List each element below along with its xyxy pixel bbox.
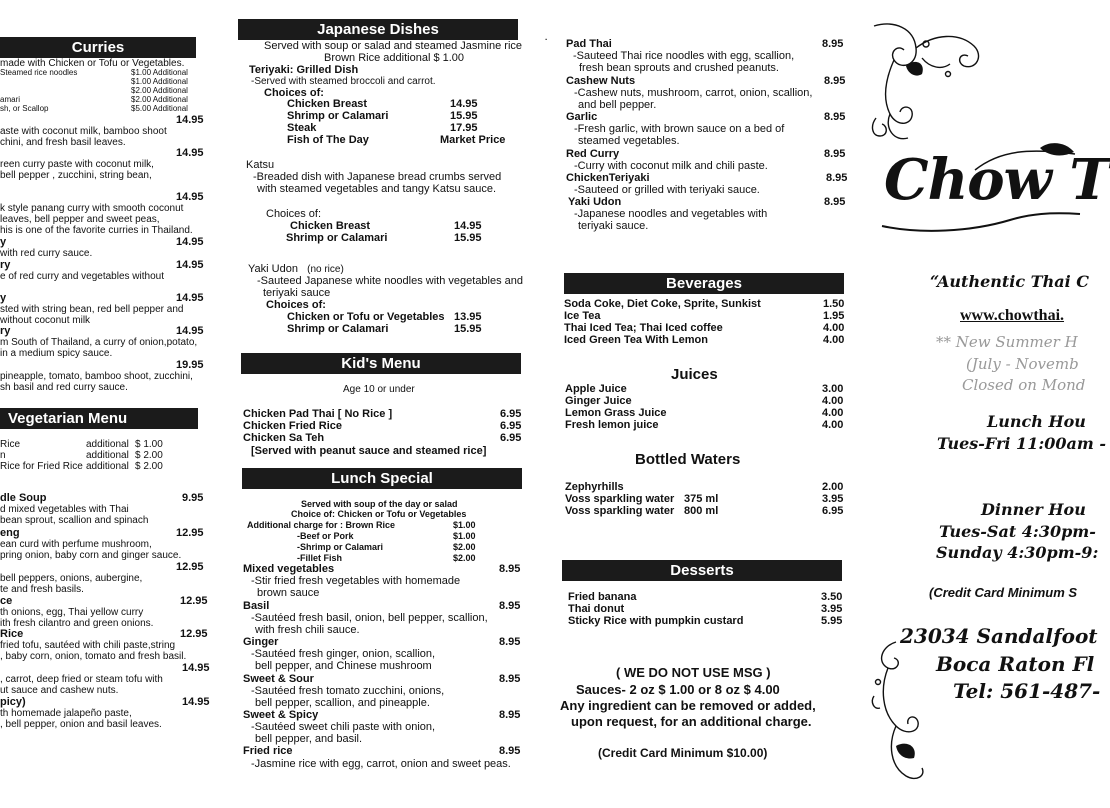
choice-price: 15.95 <box>450 110 478 122</box>
menu-item-price: 14.95 <box>176 292 204 304</box>
drink-name: Voss sparkling water <box>565 505 675 517</box>
drink-name: Iced Green Tea With Lemon <box>564 334 708 346</box>
drink-size: 800 ml <box>684 505 719 517</box>
charge-label: -Shrimp or Calamari <box>297 542 384 552</box>
menu-item-desc: ut sauce and cashew nuts. <box>0 685 119 696</box>
menu-item-price: 14.95 <box>176 114 204 126</box>
menu-item-price: 6.95 <box>500 420 522 432</box>
menu-item-desc: leaves, bell pepper and sweet peas, <box>0 214 160 225</box>
menu-item-price: 12.95 <box>176 527 204 539</box>
dinner-hours-title: Dinner Hou <box>981 500 1086 519</box>
menu-item-desc: -Fresh garlic, with brown sauce on a bed of <box>574 123 785 135</box>
menu-item-price: 14.95 <box>176 147 204 159</box>
drink-price: 6.95 <box>822 505 844 517</box>
japanese-intro: Served with soup or salad and steamed Jasmine rice <box>264 40 523 52</box>
menu-item-desc: -Sautéed fresh tomato zucchini, onions, <box>251 685 445 697</box>
menu-item-name: Yaki Udon <box>568 196 622 208</box>
charge-price: $2.00 <box>453 553 476 563</box>
menu-item-price: 14.95 <box>176 325 204 337</box>
menu-item-name: Chicken Sa Teh <box>243 432 325 444</box>
menu-item-desc: k style panang curry with smooth coconut <box>0 203 184 214</box>
menu-item-name: Sweet & Sour <box>243 673 314 685</box>
menu-item-name: Katsu <box>246 159 275 171</box>
menu-item-desc: bell pepper, scallion, and pineapple. <box>255 697 430 709</box>
drink-price: 1.50 <box>823 298 845 310</box>
menu-item-name: ry <box>0 325 11 337</box>
addon-label: n <box>0 450 6 461</box>
menu-item-name: Cashew Nuts <box>566 75 636 87</box>
menu-item-price: 12.95 <box>176 561 204 573</box>
kids-header <box>241 353 521 374</box>
menu-item-name: Ginger <box>243 636 279 648</box>
choice-label: Shrimp or Calamari <box>286 232 388 244</box>
menu-item-name: Sweet & Spicy <box>243 709 319 721</box>
menu-item-desc: without coconut milk <box>0 315 91 326</box>
curries-intro: made with Chicken or Tofu or Vegetables. <box>0 58 185 69</box>
desserts-header <box>562 560 842 581</box>
drink-size: 375 ml <box>684 493 719 505</box>
addon-price: $ 2.00 <box>135 461 163 472</box>
choice-label: Chicken Breast <box>290 220 371 232</box>
menu-item-desc: pring onion, baby corn and ginger sauce. <box>0 550 182 561</box>
menu-item-desc: fried tofu, sautéed with chili paste,string <box>0 640 176 651</box>
choice-label: Shrimp or Calamari <box>287 110 389 122</box>
menu-item-price: 8.95 <box>499 673 521 685</box>
menu-item-price: 6.95 <box>500 432 522 444</box>
menu-item-desc: fresh bean sprouts and crushed peanuts. <box>579 62 779 74</box>
credit-note: (Credit Card Minimum $10.00) <box>598 746 768 760</box>
drink-price: 4.00 <box>822 407 844 419</box>
menu-item-desc: teriyaki sauce. <box>578 220 649 232</box>
choice-label: Fish of The Day <box>287 134 369 146</box>
choice-price: 13.95 <box>454 311 482 323</box>
menu-item-name: Rice <box>0 628 24 640</box>
waters-title: Bottled Waters <box>635 451 741 468</box>
drink-name: Voss sparkling water <box>565 493 675 505</box>
menu-item-name: Basil <box>243 600 270 612</box>
menu-item-desc: chini, and fresh basil leaves. <box>0 137 126 148</box>
drink-price: 1.95 <box>823 310 845 322</box>
addon-price: $1.00 Additional <box>131 77 188 86</box>
menu-item-desc: -Japanese noodles and vegetables with <box>574 208 768 220</box>
menu-item-desc: th homemade jalapeño paste, <box>0 708 132 719</box>
dessert-name: Thai donut <box>568 603 625 615</box>
menu-item-desc: -Sautéed sweet chili paste with onion, <box>251 721 436 733</box>
menu-item-desc: m South of Thailand, a curry of onion,potato, <box>0 337 198 348</box>
curries-title: Curries <box>71 39 125 56</box>
menu-item-desc: bell pepper, and basil. <box>255 733 363 745</box>
addon-label: Rice for Fried Rice <box>0 461 83 472</box>
menu-item-desc: aste with coconut milk, bamboo shoot <box>0 126 167 137</box>
menu-item-desc: d mixed vegetables with Thai <box>0 504 129 515</box>
menu-item-desc: sh basil and red curry sauce. <box>0 382 128 393</box>
choices-label: Choices of: <box>266 299 326 311</box>
msg-note: ( WE DO NOT USE MSG ) <box>616 665 771 680</box>
noodle-dot: · <box>545 35 548 44</box>
menu-item-desc: reen curry paste with coconut milk, <box>0 159 154 170</box>
menu-item-price: 8.95 <box>826 172 848 184</box>
menu-item-price: 8.95 <box>499 745 521 757</box>
menu-item-name: dle Soup <box>0 492 47 504</box>
addon-label: Steamed rice noodles <box>0 68 78 77</box>
menu-item-desc: bell pepper , zucchini, string bean, <box>0 170 152 181</box>
beverages-header <box>564 273 844 294</box>
menu-item-desc: bean sprout, scallion and spinach <box>0 515 149 526</box>
dessert-price: 5.95 <box>821 615 843 627</box>
menu-item-price: 8.95 <box>824 111 846 123</box>
choice-label: Shrimp or Calamari <box>287 323 389 335</box>
menu-item-name: Garlic <box>566 111 598 123</box>
menu-item-desc: ith fresh cilantro and green onions. <box>0 618 154 629</box>
menu-item-name: Chicken Fried Rice <box>243 420 343 432</box>
drink-price: 3.95 <box>822 493 844 505</box>
menu-item-name: eng <box>0 527 20 539</box>
charge-price: $2.00 <box>453 542 476 552</box>
drink-name: Soda Coke, Diet Coke, Sprite, Sunkist <box>564 298 761 310</box>
menu-item-name: picy) <box>0 696 26 708</box>
menu-item-desc: -Jasmine rice with egg, carrot, onion and sweet peas. <box>251 758 511 770</box>
menu-item-desc: with steamed vegetables and tangy Katsu sauce. <box>257 183 497 195</box>
choice-price: 17.95 <box>450 122 478 134</box>
menu-item-desc: -Stir fried fresh vegetables with homemade <box>251 575 461 587</box>
menu-item-desc: -Sauteed or grilled with teriyaki sauce. <box>574 184 760 196</box>
addon-kind: additional <box>86 461 129 472</box>
menu-item-name: Chicken Pad Thai [ No Rice ] <box>243 408 393 420</box>
addon-price: $1.00 Additional <box>131 68 188 77</box>
menu-item-price: 14.95 <box>182 662 210 674</box>
menu-item-desc: with red curry sauce. <box>0 248 93 259</box>
addon-kind: additional <box>86 439 129 450</box>
yaki-name: Yaki Udon <box>248 263 298 275</box>
drink-name: Ice Tea <box>564 310 601 322</box>
dinner-hours-line: Sunday 4:30pm-9: <box>936 543 1099 562</box>
menu-item-desc: -Sauteed Japanese white noodles with vegetables and <box>257 275 524 287</box>
dessert-price: 3.50 <box>821 591 843 603</box>
menu-item-desc: ean curd with perfume mushroom, <box>0 539 152 550</box>
summer-note: Closed on Mond <box>962 376 1086 394</box>
choice-price: 15.95 <box>454 323 482 335</box>
summer-note: ** New Summer H <box>936 333 1078 351</box>
drink-price: 4.00 <box>822 419 844 431</box>
flourish-ornament-icon <box>864 18 994 148</box>
dessert-price: 3.95 <box>821 603 843 615</box>
menu-item-desc: bell peppers, onions, aubergine, <box>0 573 143 584</box>
flourish-ornament-icon <box>866 636 936 796</box>
curries-panel <box>0 0 215 808</box>
beverages-title: Beverages <box>666 275 742 292</box>
summer-note: (July - Novemb <box>966 355 1079 373</box>
lunch-intro: Served with soup of the day or salad <box>301 499 458 509</box>
desserts-title: Desserts <box>670 562 734 579</box>
menu-item-price: 14.95 <box>182 696 210 708</box>
menu-item-desc: -Sautéed fresh ginger, onion, scallion, <box>251 648 436 660</box>
menu-item-desc: -Curry with coconut milk and chili paste. <box>574 160 768 172</box>
addon-label: amari <box>0 95 21 104</box>
menu-item-desc: , bell pepper, onion and basil leaves. <box>0 719 162 730</box>
addon-price: $2.00 Additional <box>131 95 188 104</box>
menu-item-desc: brown sauce <box>257 587 320 599</box>
kids-age: Age 10 or under <box>343 384 415 395</box>
menu-item-price: 19.95 <box>176 359 204 371</box>
ingredient-note: Any ingredient can be removed or added, <box>560 698 816 713</box>
menu-item-price: 8.95 <box>499 636 521 648</box>
choice-label: Chicken or Tofu or Vegetables <box>287 311 445 323</box>
menu-item-price: 9.95 <box>182 492 204 504</box>
dinner-hours-line: Tues-Sat 4:30pm- <box>939 522 1096 541</box>
drink-name: Lemon Grass Juice <box>565 407 667 419</box>
choices-label: Choices of: <box>264 87 324 99</box>
charge-label: -Beef or Pork <box>297 531 354 541</box>
drink-name: Zephyrhills <box>565 481 624 493</box>
website-link[interactable]: www.chowthai. <box>960 307 1065 324</box>
drink-name: Apple Juice <box>565 383 627 395</box>
menu-item-price: 14.95 <box>176 259 204 271</box>
lunch-title: Lunch Special <box>331 470 433 487</box>
drink-price: 4.00 <box>823 322 845 334</box>
menu-item-desc: bell pepper, and Chinese mushroom <box>255 660 432 672</box>
vegetarian-header <box>0 408 198 429</box>
choice-price: 14.95 <box>450 98 478 110</box>
drink-price: 3.00 <box>822 383 844 395</box>
lunch-header <box>242 468 522 489</box>
address-line: Boca Raton Fl <box>936 652 1095 676</box>
menu-item-name: y <box>0 292 7 304</box>
charge-label: -Fillet Fish <box>297 553 342 563</box>
yaki-note: (no rice) <box>307 264 344 275</box>
lunch-hours-days: Tues-Fri 11:00am - <box>937 434 1106 453</box>
menu-item-desc: -Served with steamed broccoli and carrot. <box>251 76 436 87</box>
charge-label: Additional charge for : Brown Rice <box>247 520 396 530</box>
menu-item-price: 8.95 <box>499 600 521 612</box>
menu-item-desc: pineapple, tomato, bamboo shoot, zucchini, <box>0 371 193 382</box>
menu-item-name: Fried rice <box>243 745 293 757</box>
menu-item-desc: , carrot, deep fried or steam tofu with <box>0 674 163 685</box>
japanese-title: Japanese Dishes <box>317 21 439 38</box>
menu-item-desc: th onions, egg, Thai yellow curry <box>0 607 144 618</box>
lunch-intro: Choice of: Chicken or Tofu or Vegetables <box>291 509 467 519</box>
menu-item-desc: -Sautéed fresh basil, onion, bell pepper, scallion, <box>251 612 488 624</box>
charge-price: $1.00 <box>453 520 476 530</box>
restaurant-logo: Chow T <box>884 147 1110 213</box>
menu-item-desc: -Sauteed Thai rice noodles with egg, scallion, <box>573 50 795 62</box>
menu-item-desc: steamed vegetables. <box>578 135 680 147</box>
addon-price: $ 1.00 <box>135 439 163 450</box>
drink-price: 4.00 <box>823 334 845 346</box>
choice-price: 15.95 <box>454 232 482 244</box>
menu-item-desc: teriyaki sauce <box>263 287 331 299</box>
tagline: “Authentic Thai C <box>930 272 1089 291</box>
menu-item-price: 14.95 <box>176 191 204 203</box>
menu-item-name: ChickenTeriyaki <box>566 172 650 184</box>
addon-kind: additional <box>86 450 129 461</box>
credit-minimum: (Credit Card Minimum S <box>929 585 1078 600</box>
drink-name: Fresh lemon juice <box>565 419 659 431</box>
menu-item-price: 12.95 <box>180 595 208 607</box>
japanese-panel <box>230 0 530 808</box>
drinks-panel <box>540 0 860 808</box>
menu-item-desc: sted with string bean, red bell pepper and <box>0 304 184 315</box>
kids-title: Kid's Menu <box>341 355 421 372</box>
drink-price: 4.00 <box>822 395 844 407</box>
menu-item-price: 8.95 <box>822 38 844 50</box>
swash-ornament-icon <box>880 204 1080 234</box>
menu-item-desc: -Breaded dish with Japanese bread crumbs served <box>253 171 502 183</box>
menu-item-price: 8.95 <box>499 563 521 575</box>
menu-item-price: 8.95 <box>824 148 846 160</box>
menu-item-name: Teriyaki: Grilled Dish <box>249 64 359 76</box>
address-line: 23034 Sandalfoot <box>900 624 1098 648</box>
menu-item-name: Mixed vegetables <box>243 563 335 575</box>
menu-item-desc: -Cashew nuts, mushroom, carrot, onion, scallion, <box>574 87 813 99</box>
addon-price: $2.00 Additional <box>131 86 188 95</box>
dessert-name: Sticky Rice with pumpkin custard <box>568 615 744 627</box>
menu-item-price: 6.95 <box>500 408 522 420</box>
menu-item-desc: , baby corn, onion, tomato and fresh basil. <box>0 651 187 662</box>
japanese-header <box>238 19 518 40</box>
menu-item-desc: with fresh chili sauce. <box>255 624 360 636</box>
choice-label: Chicken Breast <box>287 98 368 110</box>
menu-item-desc: te and fresh basils. <box>0 584 84 595</box>
addon-price: $ 2.00 <box>135 450 163 461</box>
menu-item-price: 8.95 <box>499 709 521 721</box>
menu-item-desc: e of red curry and vegetables without <box>0 271 164 282</box>
menu-item-name: y <box>0 236 7 248</box>
charge-price: $1.00 <box>453 531 476 541</box>
sauces-note: Sauces- 2 oz $ 1.00 or 8 oz $ 4.00 <box>576 682 780 697</box>
dessert-name: Fried banana <box>568 591 637 603</box>
addon-label: Rice <box>0 439 21 450</box>
choice-price: Market Price <box>440 134 506 146</box>
addon-price: $5.00 Additional <box>131 104 188 113</box>
drink-price: 2.00 <box>822 481 844 493</box>
kids-note: [Served with peanut sauce and steamed rice] <box>251 445 487 457</box>
ingredient-note: upon request, for an additional charge. <box>571 714 812 729</box>
menu-item-price: 12.95 <box>180 628 208 640</box>
phone-number: Tel: 561-487- <box>953 679 1101 703</box>
menu-item-name: ry <box>0 259 11 271</box>
choice-price: 14.95 <box>454 220 482 232</box>
menu-item-price: 8.95 <box>824 196 846 208</box>
drink-name: Ginger Juice <box>565 395 632 407</box>
menu-item-desc: his is one of the favorite curries in Thailand. <box>0 225 193 236</box>
juices-title: Juices <box>671 366 718 383</box>
menu-item-desc: in a medium spicy sauce. <box>0 348 113 359</box>
menu-item-price: 8.95 <box>824 75 846 87</box>
choices-label: Choices of: <box>266 208 322 220</box>
addon-label: sh, or Scallop <box>0 104 49 113</box>
drink-name: Thai Iced Tea; Thai Iced coffee <box>564 322 723 334</box>
japanese-intro: Brown Rice additional $ 1.00 <box>324 52 465 64</box>
menu-item-price: 14.95 <box>176 236 204 248</box>
vegetarian-title: Vegetarian Menu <box>8 410 128 427</box>
choice-label: Steak <box>287 122 317 134</box>
menu-item-desc: and bell pepper. <box>578 99 657 111</box>
cover-panel <box>860 0 1110 808</box>
curries-header <box>0 37 196 58</box>
menu-item-name: Red Curry <box>566 148 620 160</box>
menu-item-name: ce <box>0 595 13 607</box>
lunch-hours-title: Lunch Hou <box>987 412 1086 431</box>
menu-item-name: Pad Thai <box>566 38 612 50</box>
